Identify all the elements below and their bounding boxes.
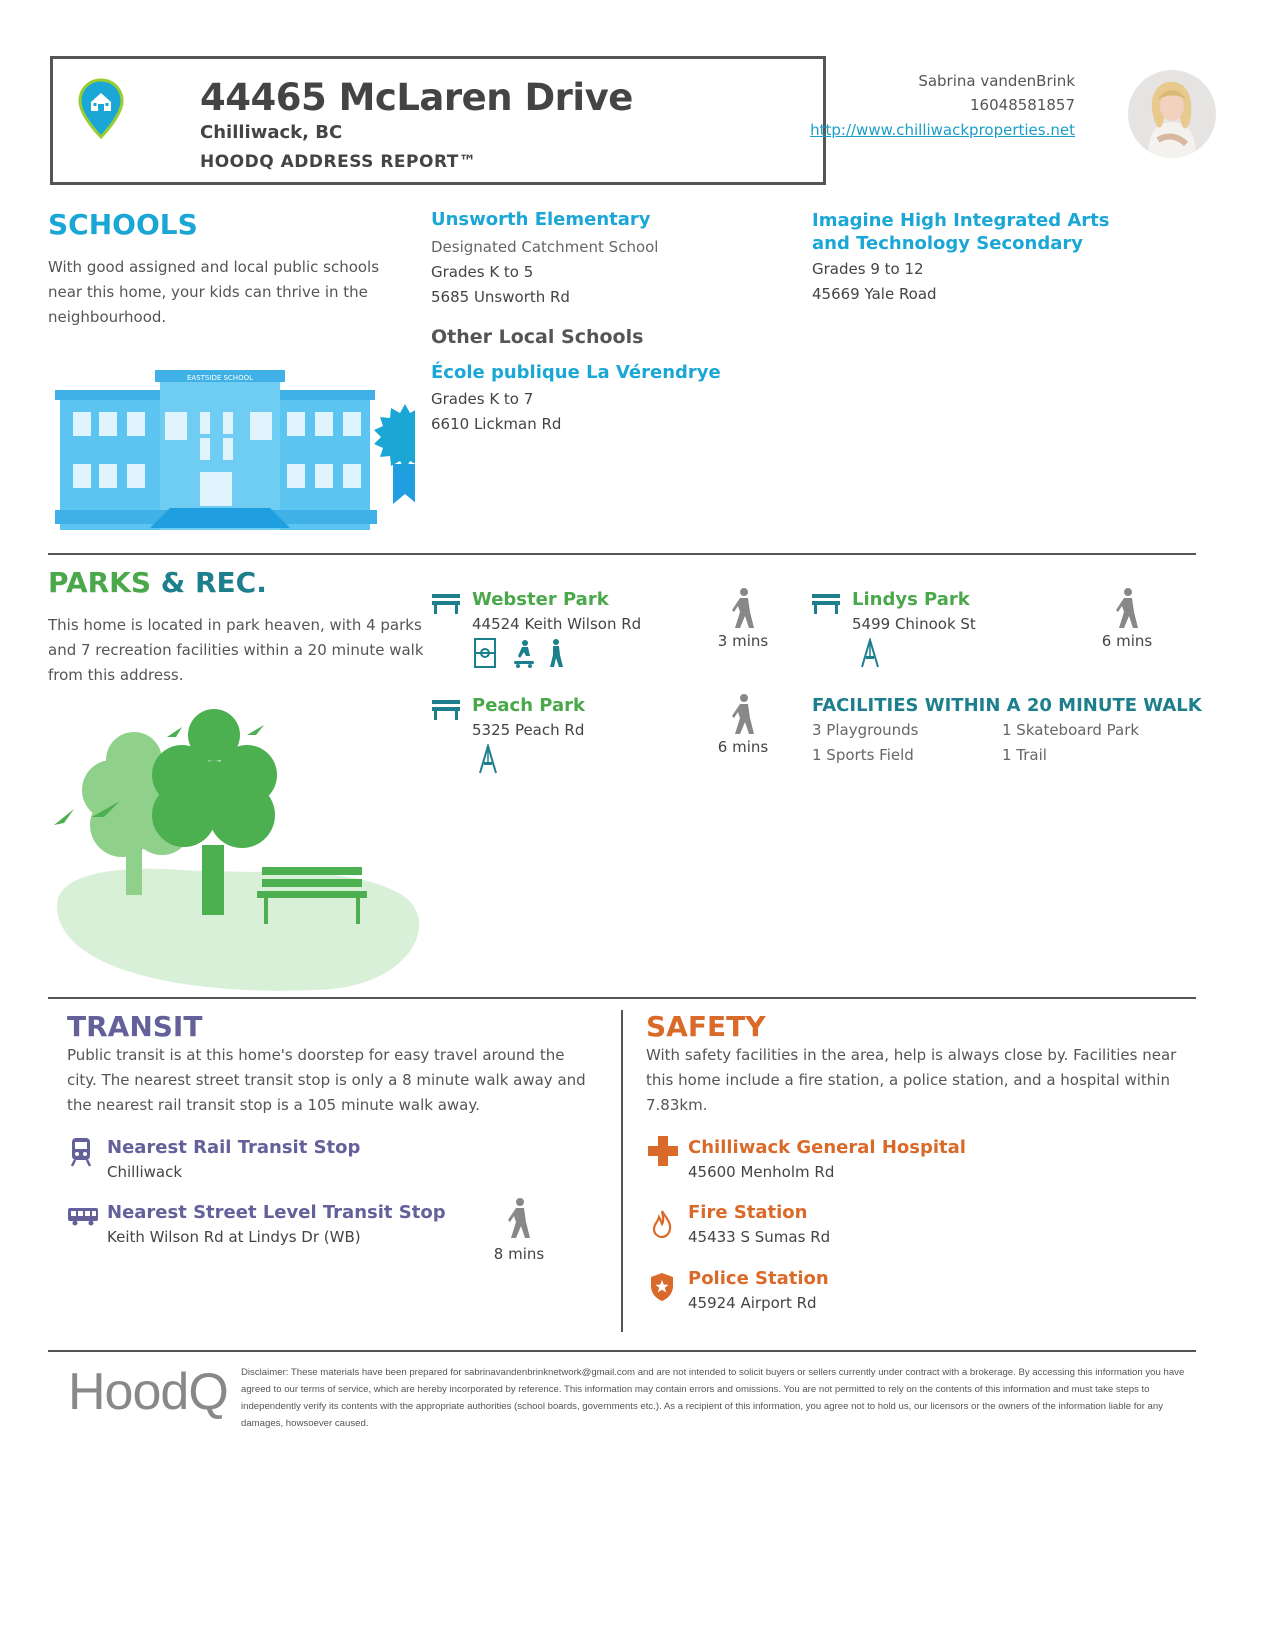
walk-time: 3 mins (717, 632, 769, 650)
park-address: 5499 Chinook St (852, 615, 976, 633)
facility-item: 1 Trail (1002, 746, 1047, 764)
park-name[interactable]: Peach Park (472, 695, 586, 716)
address-city: Chilliwack, BC (200, 122, 343, 143)
map-pin-home-icon (78, 78, 124, 140)
park-name[interactable]: Webster Park (472, 589, 609, 610)
report-title: HOODQ ADDRESS REPORT™ (200, 152, 477, 172)
safety-facility-name[interactable]: Police Station (688, 1268, 829, 1289)
agent-avatar (1128, 70, 1216, 158)
hoodq-logo: HoodQ (68, 1363, 228, 1421)
fire-flame-icon (652, 1210, 672, 1238)
school-address: 5685 Unsworth Rd (431, 288, 570, 306)
safety-facility-address: 45433 S Sumas Rd (688, 1228, 831, 1246)
facility-item: 1 Sports Field (812, 746, 914, 764)
street-stop-title[interactable]: Nearest Street Level Transit Stop (107, 1202, 446, 1223)
school-grades: Grades K to 5 (431, 263, 534, 281)
section-divider (48, 1350, 1196, 1352)
walk-time: 6 mins (717, 738, 769, 756)
park-facility-icons (474, 638, 574, 668)
safety-facility-address: 45600 Menholm Rd (688, 1163, 835, 1181)
school-grades: Grades 9 to 12 (812, 260, 924, 278)
park-bench-icon (812, 594, 840, 614)
agent-website-link[interactable]: http://www.chilliwackproperties.net (810, 121, 1075, 139)
playground-icon (476, 744, 500, 774)
safety-intro: With safety facilities in the area, help is always close by. Facilities near this home include a fire station, a police station, and a hospital within 7.83km. (646, 1046, 1177, 1114)
parks-intro: This home is located in park heaven, with 4 parks and 7 recreation facilities within a 20 minute walk from this address. (48, 616, 424, 684)
walking-person-icon (730, 694, 756, 736)
schools-heading: SCHOOLS (48, 208, 198, 241)
column-divider (621, 1010, 623, 1332)
train-icon (70, 1137, 92, 1167)
park-bench-icon (432, 594, 460, 614)
park-address: 44524 Keith Wilson Rd (472, 615, 642, 633)
facility-item: 1 Skateboard Park (1002, 721, 1140, 739)
walking-person-icon (506, 1198, 532, 1240)
safety-facility-name[interactable]: Chilliwack General Hospital (688, 1137, 966, 1158)
walking-person-icon (730, 588, 756, 630)
disclaimer-text: Disclaimer: These materials have been prepared for sabrinavandenbrinknetwork@gmail.com and are not intended to solicit buyers or sellers currently under contract with a brokerage. By accessing this information you have agreed to our terms of service, which are hereby incorporated by reference. This information may contain errors and omissions. You are not permitted to rely on the contents of this information and must take steps to independently verify its contents with the appropriate authorities (school boards, governments etc.). As a recipient of this information, you agree not to hold us, our licensors or the owners of the information liable for any damages, howsoever caused. (241, 1367, 1185, 1429)
facility-item: 3 Playgrounds (812, 721, 919, 739)
schools-intro: With good assigned and local public schools near this home, your kids can thrive in the neighbourhood. (48, 258, 380, 326)
park-address: 5325 Peach Rd (472, 721, 585, 739)
trail-hiker-icon (550, 639, 563, 667)
sports-field-icon (475, 639, 495, 667)
bus-icon (67, 1206, 99, 1226)
rail-stop-name: Chilliwack (107, 1163, 183, 1181)
school-name[interactable]: Unsworth Elementary (431, 209, 651, 230)
parks-heading-a: PARKS (48, 566, 152, 599)
other-schools-heading: Other Local Schools (431, 326, 644, 348)
agent-phone: 16048581857 (970, 96, 1075, 114)
facilities-heading: FACILITIES WITHIN A 20 MINUTE WALK (812, 695, 1202, 716)
school-note: Designated Catchment School (431, 238, 659, 256)
park-bench-icon (432, 700, 460, 720)
hospital-cross-icon (648, 1136, 678, 1166)
school-grades: Grades K to 7 (431, 390, 534, 408)
police-badge-icon (650, 1272, 674, 1302)
park-trees-illustration (52, 705, 432, 995)
school-name[interactable]: École publique La Vérendrye (431, 362, 721, 383)
parks-heading-b: & REC. (160, 566, 267, 599)
transit-intro: Public transit is at this home's doorstep for easy travel around the city. The nearest street transit stop is only a 8 minute walk away and the nearest rail transit stop is a 105 minute walk away. (67, 1046, 586, 1114)
park-name[interactable]: Lindys Park (852, 589, 970, 610)
transit-heading: TRANSIT (67, 1010, 203, 1043)
address-title: 44465 McLaren Drive (200, 76, 633, 119)
walk-time: 6 mins (1101, 632, 1153, 650)
walk-time: 8 mins (493, 1245, 545, 1263)
school-address: 6610 Lickman Rd (431, 415, 562, 433)
school-address: 45669 Yale Road (812, 285, 937, 303)
rail-stop-title[interactable]: Nearest Rail Transit Stop (107, 1137, 361, 1158)
school-name[interactable]: Imagine High Integrated Arts and Technology Secondary (812, 210, 1110, 254)
playground-icon (858, 638, 882, 668)
parks-heading (48, 566, 267, 599)
safety-facility-address: 45924 Airport Rd (688, 1294, 817, 1312)
agent-name: Sabrina vandenBrink (918, 72, 1075, 90)
school-building-illustration (55, 360, 415, 540)
section-divider (48, 997, 1196, 999)
safety-heading: SAFETY (646, 1010, 766, 1043)
school-sign: EASTSIDE SCHOOL (187, 374, 253, 382)
skateboard-icon (514, 640, 534, 668)
safety-facility-name[interactable]: Fire Station (688, 1202, 808, 1223)
walking-person-icon (1114, 588, 1140, 630)
section-divider (48, 553, 1196, 555)
street-stop-name: Keith Wilson Rd at Lindys Dr (WB) (107, 1228, 361, 1246)
